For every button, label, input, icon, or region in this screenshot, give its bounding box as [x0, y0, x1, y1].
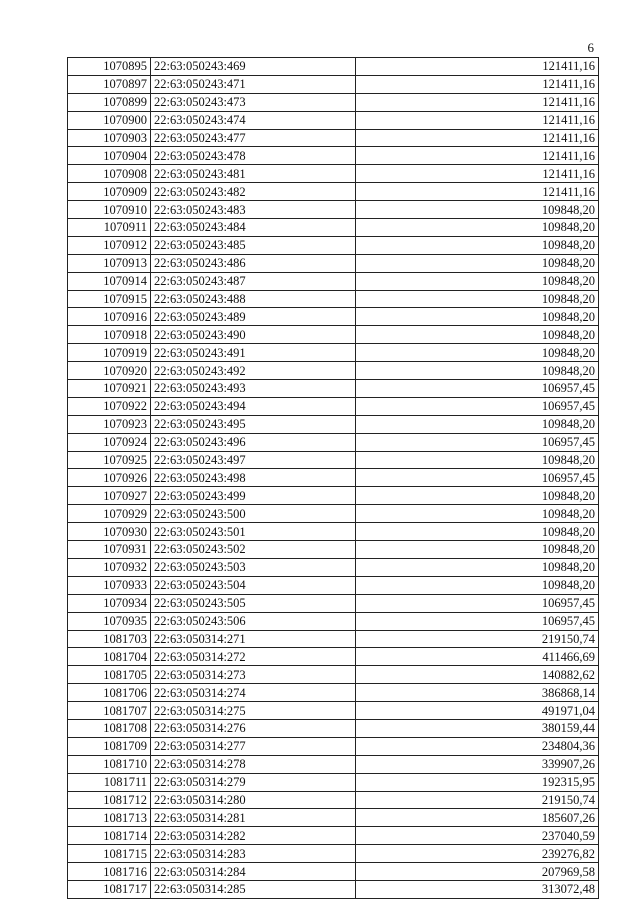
cadastral-number-cell: 22:63:050243:488 — [151, 290, 356, 308]
cadastral-value-cell: 219150,74 — [356, 791, 599, 809]
cadastral-value-cell: 237040,59 — [356, 827, 599, 845]
table-row — [68, 880, 599, 898]
table-row — [68, 809, 599, 827]
row-number-cell: 1081707 — [68, 702, 151, 720]
row-number-cell: 1081714 — [68, 827, 151, 845]
table-row — [68, 380, 599, 398]
cadastral-value-cell: 140882,62 — [356, 666, 599, 684]
cadastral-value-cell: 121411,16 — [356, 165, 599, 183]
cadastral-value-cell: 219150,74 — [356, 630, 599, 648]
table-row — [68, 415, 599, 433]
row-number-cell: 1081708 — [68, 719, 151, 737]
cadastral-number-cell: 22:63:050243:504 — [151, 576, 356, 594]
table-row — [68, 397, 599, 415]
row-number-cell: 1070930 — [68, 523, 151, 541]
cadastral-number-cell: 22:63:050243:473 — [151, 93, 356, 111]
row-number-cell: 1070929 — [68, 505, 151, 523]
table-row — [68, 648, 599, 666]
table-row — [68, 684, 599, 702]
table-row — [68, 845, 599, 863]
table-row — [68, 433, 599, 451]
cadastral-number-cell: 22:63:050314:277 — [151, 737, 356, 755]
table-row — [68, 58, 599, 76]
cadastral-number-cell: 22:63:050243:487 — [151, 272, 356, 290]
row-number-cell: 1070923 — [68, 415, 151, 433]
cadastral-value-cell: 313072,48 — [356, 880, 599, 898]
cadastral-number-cell: 22:63:050314:283 — [151, 845, 356, 863]
table-row — [68, 147, 599, 165]
row-number-cell: 1070900 — [68, 111, 151, 129]
table-row — [68, 755, 599, 773]
table-row — [68, 666, 599, 684]
row-number-cell: 1081706 — [68, 684, 151, 702]
cadastral-number-cell: 22:63:050314:278 — [151, 755, 356, 773]
row-number-cell: 1070925 — [68, 451, 151, 469]
table-row — [68, 737, 599, 755]
cadastral-number-cell: 22:63:050314:285 — [151, 880, 356, 898]
cadastral-value-cell: 109848,20 — [356, 558, 599, 576]
cadastral-number-cell: 22:63:050243:499 — [151, 487, 356, 505]
cadastral-value-cell: 121411,16 — [356, 75, 599, 93]
row-number-cell: 1081717 — [68, 880, 151, 898]
table-row — [68, 308, 599, 326]
cadastral-value-cell: 109848,20 — [356, 254, 599, 272]
row-number-cell: 1070904 — [68, 147, 151, 165]
cadastral-value-cell: 185607,26 — [356, 809, 599, 827]
row-number-cell: 1070913 — [68, 254, 151, 272]
cadastral-value-cell: 106957,45 — [356, 380, 599, 398]
cadastral-value-cell: 121411,16 — [356, 183, 599, 201]
row-number-cell: 1070911 — [68, 219, 151, 237]
row-number-cell: 1070931 — [68, 541, 151, 559]
table-row — [68, 523, 599, 541]
cadastral-number-cell: 22:63:050243:502 — [151, 541, 356, 559]
table-row — [68, 75, 599, 93]
table-row — [68, 702, 599, 720]
table-row — [68, 236, 599, 254]
row-number-cell: 1081704 — [68, 648, 151, 666]
row-number-cell: 1070915 — [68, 290, 151, 308]
cadastral-value-cell: 386868,14 — [356, 684, 599, 702]
cadastral-value-cell: 121411,16 — [356, 129, 599, 147]
cadastral-number-cell: 22:63:050243:471 — [151, 75, 356, 93]
cadastral-number-cell: 22:63:050243:500 — [151, 505, 356, 523]
cadastral-number-cell: 22:63:050243:493 — [151, 380, 356, 398]
row-number-cell: 1070897 — [68, 75, 151, 93]
cadastral-value-cell: 491971,04 — [356, 702, 599, 720]
table-row — [68, 630, 599, 648]
table-row — [68, 576, 599, 594]
table-row — [68, 487, 599, 505]
row-number-cell: 1081711 — [68, 773, 151, 791]
cadastral-number-cell: 22:63:050243:491 — [151, 344, 356, 362]
table-row — [68, 129, 599, 147]
row-number-cell: 1070919 — [68, 344, 151, 362]
row-number-cell: 1070908 — [68, 165, 151, 183]
cadastral-value-cell: 109848,20 — [356, 415, 599, 433]
row-number-cell: 1081705 — [68, 666, 151, 684]
cadastral-number-cell: 22:63:050314:275 — [151, 702, 356, 720]
cadastral-value-cell: 109848,20 — [356, 451, 599, 469]
cadastral-value-cell: 109848,20 — [356, 344, 599, 362]
table-row — [68, 469, 599, 487]
row-number-cell: 1070934 — [68, 594, 151, 612]
cadastral-value-cell: 106957,45 — [356, 397, 599, 415]
table-row — [68, 362, 599, 380]
row-number-cell: 1081716 — [68, 863, 151, 881]
cadastral-value-cell: 121411,16 — [356, 111, 599, 129]
cadastral-value-cell: 106957,45 — [356, 433, 599, 451]
cadastral-value-cell: 109848,20 — [356, 308, 599, 326]
cadastral-number-cell: 22:63:050314:274 — [151, 684, 356, 702]
cadastral-number-cell: 22:63:050314:276 — [151, 719, 356, 737]
row-number-cell: 1070914 — [68, 272, 151, 290]
table-row — [68, 719, 599, 737]
row-number-cell: 1081713 — [68, 809, 151, 827]
cadastral-value-cell: 109848,20 — [356, 219, 599, 237]
cadastral-value-cell: 109848,20 — [356, 362, 599, 380]
cadastral-value-cell: 109848,20 — [356, 290, 599, 308]
cadastral-number-cell: 22:63:050243:498 — [151, 469, 356, 487]
row-number-cell: 1070899 — [68, 93, 151, 111]
table-row — [68, 505, 599, 523]
cadastral-value-cell: 121411,16 — [356, 147, 599, 165]
cadastral-value-cell: 380159,44 — [356, 719, 599, 737]
row-number-cell: 1070924 — [68, 433, 151, 451]
cadastral-value-cell: 109848,20 — [356, 505, 599, 523]
table-row — [68, 272, 599, 290]
cadastral-value-cell: 109848,20 — [356, 576, 599, 594]
page-number: 6 — [587, 40, 594, 55]
cadastral-number-cell: 22:63:050243:477 — [151, 129, 356, 147]
cadastral-value-cell: 109848,20 — [356, 326, 599, 344]
table-row — [68, 326, 599, 344]
table-row — [68, 594, 599, 612]
table-row — [68, 541, 599, 559]
cadastral-value-cell: 109848,20 — [356, 272, 599, 290]
cadastral-number-cell: 22:63:050243:481 — [151, 165, 356, 183]
cadastral-value-cell: 207969,58 — [356, 863, 599, 881]
cadastral-value-cell: 192315,95 — [356, 773, 599, 791]
cadastral-number-cell: 22:63:050314:280 — [151, 791, 356, 809]
table-row — [68, 612, 599, 630]
cadastral-value-cell: 109848,20 — [356, 487, 599, 505]
cadastral-number-cell: 22:63:050243:497 — [151, 451, 356, 469]
cadastral-number-cell: 22:63:050243:489 — [151, 308, 356, 326]
cadastral-value-cell: 339907,26 — [356, 755, 599, 773]
table-row — [68, 863, 599, 881]
cadastral-number-cell: 22:63:050243:486 — [151, 254, 356, 272]
row-number-cell: 1070918 — [68, 326, 151, 344]
row-number-cell: 1081712 — [68, 791, 151, 809]
cadastral-number-cell: 22:63:050243:483 — [151, 201, 356, 219]
row-number-cell: 1070932 — [68, 558, 151, 576]
cadastral-value-cell: 109848,20 — [356, 523, 599, 541]
cadastral-number-cell: 22:63:050243:495 — [151, 415, 356, 433]
table-row — [68, 254, 599, 272]
row-number-cell: 1081715 — [68, 845, 151, 863]
row-number-cell: 1081709 — [68, 737, 151, 755]
cadastral-value-cell: 106957,45 — [356, 612, 599, 630]
cadastral-number-cell: 22:63:050243:492 — [151, 362, 356, 380]
cadastral-value-cell: 234804,36 — [356, 737, 599, 755]
row-number-cell: 1070910 — [68, 201, 151, 219]
cadastral-value-cell: 106957,45 — [356, 469, 599, 487]
cadastral-value-cell: 121411,16 — [356, 93, 599, 111]
cadastral-value-table — [67, 57, 599, 899]
table-row — [68, 183, 599, 201]
cadastral-number-cell: 22:63:050243:490 — [151, 326, 356, 344]
cadastral-value-cell: 109848,20 — [356, 201, 599, 219]
cadastral-number-cell: 22:63:050243:494 — [151, 397, 356, 415]
table-row — [68, 791, 599, 809]
table-row — [68, 827, 599, 845]
cadastral-number-cell: 22:63:050243:484 — [151, 219, 356, 237]
cadastral-number-cell: 22:63:050314:281 — [151, 809, 356, 827]
cadastral-value-cell: 411466,69 — [356, 648, 599, 666]
row-number-cell: 1070920 — [68, 362, 151, 380]
cadastral-number-cell: 22:63:050243:485 — [151, 236, 356, 254]
cadastral-value-cell: 109848,20 — [356, 541, 599, 559]
table-row — [68, 290, 599, 308]
table-row — [68, 558, 599, 576]
cadastral-number-cell: 22:63:050243:474 — [151, 111, 356, 129]
cadastral-number-cell: 22:63:050243:501 — [151, 523, 356, 541]
row-number-cell: 1070922 — [68, 397, 151, 415]
table-row — [68, 165, 599, 183]
row-number-cell: 1070926 — [68, 469, 151, 487]
cadastral-number-cell: 22:63:050314:272 — [151, 648, 356, 666]
cadastral-number-cell: 22:63:050314:279 — [151, 773, 356, 791]
row-number-cell: 1070895 — [68, 58, 151, 76]
table-row — [68, 111, 599, 129]
cadastral-number-cell: 22:63:050243:505 — [151, 594, 356, 612]
cadastral-number-cell: 22:63:050314:282 — [151, 827, 356, 845]
cadastral-number-cell: 22:63:050243:478 — [151, 147, 356, 165]
cadastral-number-cell: 22:63:050243:496 — [151, 433, 356, 451]
cadastral-number-cell: 22:63:050243:503 — [151, 558, 356, 576]
table-row — [68, 773, 599, 791]
table-row — [68, 201, 599, 219]
table-row — [68, 344, 599, 362]
cadastral-number-cell: 22:63:050243:482 — [151, 183, 356, 201]
row-number-cell: 1070916 — [68, 308, 151, 326]
cadastral-number-cell: 22:63:050243:469 — [151, 58, 356, 76]
row-number-cell: 1070933 — [68, 576, 151, 594]
cadastral-value-cell: 106957,45 — [356, 594, 599, 612]
table-row — [68, 93, 599, 111]
row-number-cell: 1081703 — [68, 630, 151, 648]
table-row — [68, 219, 599, 237]
row-number-cell: 1070921 — [68, 380, 151, 398]
row-number-cell: 1081710 — [68, 755, 151, 773]
cadastral-value-cell: 239276,82 — [356, 845, 599, 863]
row-number-cell: 1070927 — [68, 487, 151, 505]
cadastral-number-cell: 22:63:050314:284 — [151, 863, 356, 881]
cadastral-number-cell: 22:63:050314:273 — [151, 666, 356, 684]
table-body — [68, 58, 599, 899]
cadastral-number-cell: 22:63:050314:271 — [151, 630, 356, 648]
cadastral-value-cell: 109848,20 — [356, 236, 599, 254]
row-number-cell: 1070912 — [68, 236, 151, 254]
cadastral-number-cell: 22:63:050243:506 — [151, 612, 356, 630]
row-number-cell: 1070935 — [68, 612, 151, 630]
table-row — [68, 451, 599, 469]
cadastral-value-cell: 121411,16 — [356, 58, 599, 76]
row-number-cell: 1070903 — [68, 129, 151, 147]
row-number-cell: 1070909 — [68, 183, 151, 201]
